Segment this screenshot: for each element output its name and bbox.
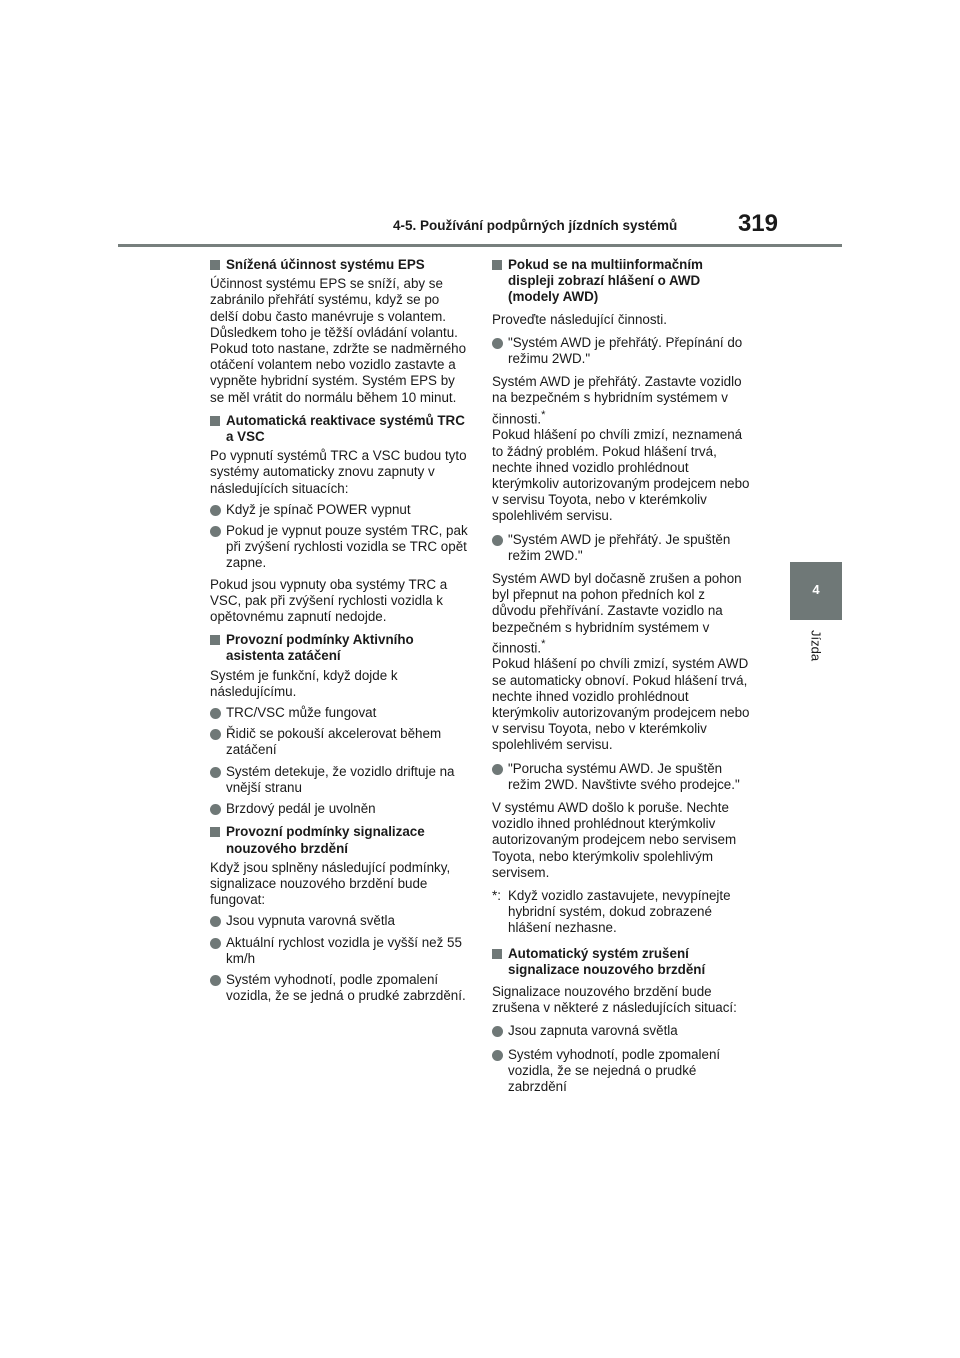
- bullet-icon: [210, 708, 221, 719]
- bullet-icon: [210, 505, 221, 516]
- paragraph: Pokud jsou vypnuty oba systémy TRC a VSC, pak při zvýšení rychlosti vozidla k opětovnému zapnutí nedojde.: [210, 576, 448, 625]
- footnote-mark: *:: [492, 888, 501, 904]
- bullet-icon: [492, 1050, 503, 1061]
- section-heading: Provozní podmínky Aktivního asistenta zatáčení: [210, 632, 468, 664]
- list-item: "Systém AWD je přehřátý. Přepínání do režimu 2WD.": [492, 335, 750, 367]
- bullet-icon: [492, 338, 503, 349]
- right-column: [492, 257, 750, 1102]
- bullet-icon: [492, 1026, 503, 1037]
- section-heading: Provozní podmínky signalizace nouzového brzdění: [210, 824, 468, 856]
- paragraph: Po vypnutí systémů TRC a VSC budou tyto systémy automaticky znovu zapnuty v následujících situacích:: [210, 448, 467, 496]
- section-heading: Automatický systém zrušení signalizace nouzového brzdění: [492, 946, 750, 978]
- paragraph: Signalizace nouzového brzdění bude zrušena v některé z následujících situací:: [492, 984, 737, 1016]
- square-marker-icon: [210, 827, 220, 837]
- page-number: 319: [737, 210, 778, 237]
- chapter-number: 4: [812, 582, 820, 597]
- section-heading: Snížená účinnost systému EPS: [210, 257, 468, 273]
- paragraph: V systému AWD došlo k poruše. Nechte vozidlo ihned prohlédnout kterýmkoliv autorizovaným prodejcem nebo servisem Toyota, nebo kterýmkoliv spolehlivým servisem.: [492, 800, 737, 880]
- square-marker-icon: [210, 635, 220, 645]
- header-rule: [118, 244, 842, 247]
- square-marker-icon: [210, 260, 220, 270]
- square-marker-icon: [492, 949, 502, 959]
- list-item: Systém detekuje, že vozidlo driftuje na vnější stranu: [210, 764, 468, 796]
- paragraph: Systém je funkční, když dojde k následujícímu.: [210, 667, 398, 699]
- chapter-tab: [790, 562, 842, 620]
- footnote: *: Když vozidlo zastavujete, nevypínejte hybridní systém, dokud zobrazené hlášení nezhasne.: [492, 888, 731, 936]
- square-marker-icon: [210, 416, 220, 426]
- left-column: [210, 257, 468, 1009]
- list-item: Jsou zapnuta varovná světla: [492, 1023, 750, 1039]
- list-item: Řidič se pokouší akcelerovat během zatáčení: [210, 726, 468, 758]
- list-item: Brzdový pedál je uvolněn: [210, 801, 468, 817]
- bullet-icon: [492, 535, 503, 546]
- paragraph: Systém AWD je přehřátý. Zastavte vozidlo na bezpečném s hybridním systémem v činnosti.* Pokud hlášení po chvíli zmizí, neznamená to žádný problém. Pokud hlášení trvá, nechte ihned vozidlo prohlédnout kterýmkoliv autorizovaným prodejcem nebo v servisu Toyota, nebo v kterémkoliv spolehlivém servisu.: [492, 374, 750, 524]
- list-item: Jsou vypnuta varovná světla: [210, 913, 468, 929]
- paragraph: Proveďte následující činnosti.: [492, 311, 667, 327]
- chapter-label-text: Jízda: [808, 630, 824, 662]
- section-heading: Pokud se na multiinformačním displeji zobrazí hlášení o AWD (modely AWD): [492, 257, 750, 306]
- paragraph: Účinnost systému EPS se sníží, aby se zabránilo přehřátí systému, když se po delší dobu často manévruje s volantem. Důsledkem toho je těžší ovládání volantu. Pokud toto nastane, zdržte se nadměrného otáčení volantem nebo vozidlo zastavte a vypněte hybridní systém. Systém EPS by se měl vrátit do normálu během 10 minut.: [210, 276, 467, 405]
- list-item: Aktuální rychlost vozidla je vyšší než 55 km/h: [210, 935, 468, 967]
- list-item: "Systém AWD je přehřátý. Je spuštěn režim 2WD.": [492, 532, 750, 564]
- bullet-icon: [210, 804, 221, 815]
- bullet-icon: [210, 526, 221, 537]
- chapter-label: [790, 630, 842, 690]
- bullet-icon: [210, 938, 221, 949]
- list-item: Systém vyhodnotí, podle zpomalení vozidla, že se nejedná o prudké zabrzdění: [492, 1047, 750, 1096]
- bullet-icon: [210, 767, 221, 778]
- list-item: Systém vyhodnotí, podle zpomalení vozidla, že se jedná o prudké zabrzdění.: [210, 972, 468, 1004]
- bullet-icon: [210, 975, 221, 986]
- page-header: [393, 210, 778, 240]
- list-item: "Porucha systému AWD. Je spuštěn režim 2WD. Navštivte svého prodejce.": [492, 761, 750, 793]
- list-item: Pokud je vypnut pouze systém TRC, pak při zvýšení rychlosti vozidla se TRC opět zapne.: [210, 523, 468, 572]
- footnote-mark: *: [541, 637, 546, 650]
- square-marker-icon: [492, 260, 502, 270]
- list-item: TRC/VSC může fungovat: [210, 705, 468, 721]
- list-item: Když je spínač POWER vypnut: [210, 502, 468, 518]
- paragraph: Systém AWD byl dočasně zrušen a pohon byl přepnut na pohon předních kol z důvodu přehřívání. Zastavte vozidlo na bezpečném s hybridním systémem v činnosti.* Pokud hlášení po chvíli zmizí, systém AWD se automaticky obnoví. Pokud hlášení trvá, nechte ihned vozidlo prohlédnout kterýmkoliv autorizovaným prodejcem nebo v servisu Toyota, nebo v kterémkoliv spolehlivém servisu.: [492, 570, 750, 753]
- bullet-icon: [210, 916, 221, 927]
- paragraph: Když jsou splněny následující podmínky, signalizace nouzového brzdění bude fungovat:: [210, 859, 451, 908]
- bullet-icon: [492, 764, 503, 775]
- section-title: 4-5. Používání podpůrných jízdních systémů: [393, 218, 678, 233]
- bullet-icon: [210, 729, 221, 740]
- footnote-mark: *: [541, 408, 546, 421]
- section-heading: Automatická reaktivace systémů TRC a VSC: [210, 413, 468, 445]
